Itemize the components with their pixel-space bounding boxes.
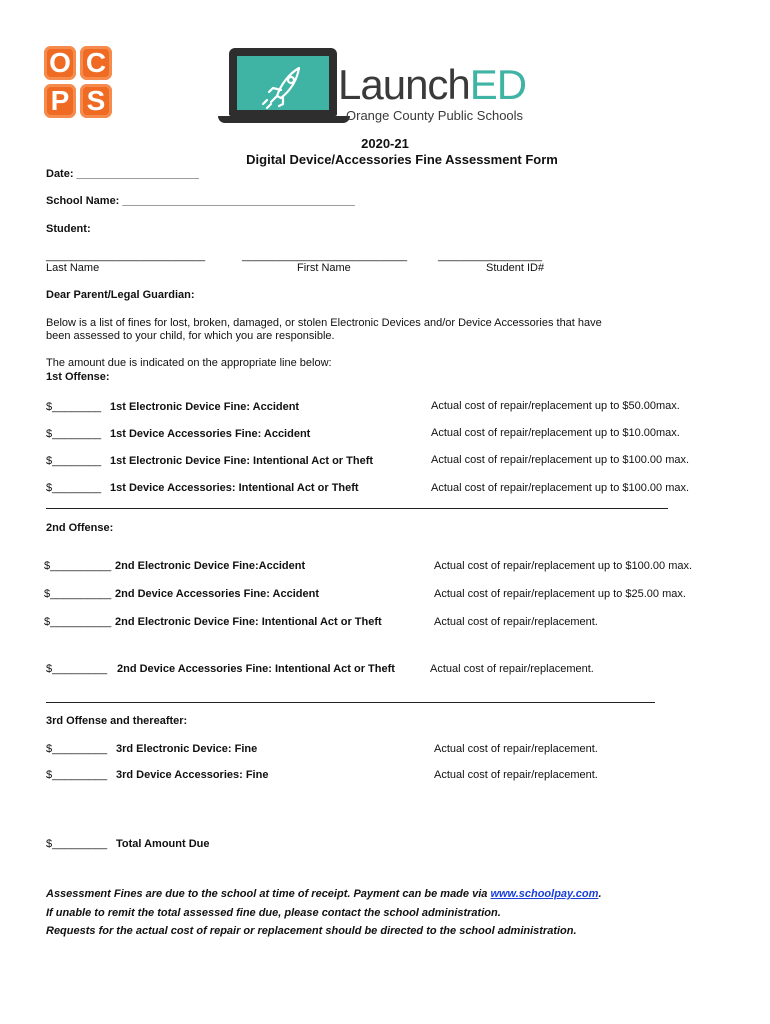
ocps-logo-letter: O	[44, 46, 76, 80]
fine-amount-field[interactable]: $_________	[46, 769, 108, 781]
fine-cost: Actual cost of repair/replacement up to $25.00 max.	[434, 588, 686, 600]
fine-amount-field[interactable]: $__________	[44, 616, 112, 628]
fine-amount-field[interactable]: $_________	[46, 743, 108, 755]
offense-1-heading: 1st Offense:	[46, 371, 110, 383]
fine-cost: Actual cost of repair/replacement up to $100.00 max.	[434, 560, 693, 572]
footer-requests-note: Requests for the actual cost of repair or replacement should be directed to the school administration.	[46, 925, 577, 937]
offense-3-heading: 3rd Offense and thereafter:	[46, 715, 188, 727]
ocps-logo	[44, 46, 114, 122]
fine-amount-field[interactable]: $__________	[44, 588, 112, 600]
total-label: Total Amount Due	[116, 838, 210, 850]
fine-label: 2nd Device Accessories Fine: Accident	[115, 588, 319, 600]
launched-wordmark: LaunchED	[338, 61, 527, 108]
fine-cost: Actual cost of repair/replacement up to $50.00max.	[431, 400, 680, 412]
ocps-logo-letter: S	[80, 84, 112, 118]
first-name-label: First Name	[297, 262, 351, 274]
fine-cost: Actual cost of repair/replacement up to $100.00 max.	[431, 482, 690, 494]
body-text: been assessed to your child, for which you are responsible.	[46, 330, 335, 342]
form-year: 2020-21	[361, 136, 409, 151]
fine-amount-field[interactable]: $_________	[46, 663, 108, 675]
last-name-field[interactable]: __________________________	[46, 250, 206, 262]
school-name-field[interactable]: School Name: ______________________________________	[46, 195, 355, 207]
fine-amount-field[interactable]: $________	[46, 455, 102, 467]
ocps-logo-letter: P	[44, 84, 76, 118]
fine-cost: Actual cost of repair/replacement.	[434, 769, 598, 781]
ocps-logo-letter: C	[80, 46, 112, 80]
rocket-icon	[237, 56, 329, 110]
student-id-field[interactable]: _________________	[438, 250, 543, 262]
body-text: Below is a list of fines for lost, broken, damaged, or stolen Electronic Devices and/or Device Accessories that have	[46, 317, 602, 329]
fine-amount-field[interactable]: $________	[46, 401, 102, 413]
section-divider	[46, 508, 668, 509]
fine-amount-field[interactable]: $________	[46, 428, 102, 440]
fine-cost: Actual cost of repair/replacement.	[430, 663, 594, 675]
fine-label: 1st Device Accessories: Intentional Act or Theft	[110, 482, 359, 494]
footer-payment-note: Assessment Fines are due to the school at time of receipt. Payment can be made via www.schoolpay.com.	[46, 888, 602, 900]
total-amount-field[interactable]: $_________	[46, 838, 108, 850]
date-field[interactable]: Date: ____________________	[46, 168, 199, 180]
launched-subtitle: Orange County Public Schools	[346, 108, 524, 123]
amount-note: The amount due is indicated on the appropriate line below:	[46, 357, 332, 369]
salutation: Dear Parent/Legal Guardian:	[46, 289, 195, 301]
fine-cost: Actual cost of repair/replacement.	[434, 616, 598, 628]
fine-amount-field[interactable]: $__________	[44, 560, 112, 572]
fine-cost: Actual cost of repair/replacement up to $10.00max.	[431, 427, 680, 439]
first-name-field[interactable]: ___________________________	[242, 250, 408, 262]
schoolpay-link[interactable]: www.schoolpay.com	[490, 888, 599, 900]
student-label: Student:	[46, 223, 91, 235]
fine-amount-field[interactable]: $________	[46, 482, 102, 494]
footer-contact-note: If unable to remit the total assessed fine due, please contact the school administration.	[46, 907, 501, 919]
fine-label: 1st Electronic Device Fine: Accident	[110, 401, 300, 413]
fine-label: 3rd Electronic Device: Fine	[116, 743, 258, 755]
fine-label: 2nd Electronic Device Fine: Intentional Act or Theft	[115, 616, 382, 628]
laptop-icon	[229, 48, 337, 116]
fine-cost: Actual cost of repair/replacement.	[434, 743, 598, 755]
fine-label: 1st Device Accessories Fine: Accident	[110, 428, 311, 440]
student-id-label: Student ID#	[486, 262, 545, 274]
offense-2-heading: 2nd Offense:	[46, 522, 114, 534]
laptop-base	[218, 116, 350, 123]
section-divider	[46, 702, 655, 703]
form-title: Digital Device/Accessories Fine Assessment Form	[246, 152, 558, 167]
fine-cost: Actual cost of repair/replacement up to $100.00 max.	[431, 454, 690, 466]
fine-label: 2nd Device Accessories Fine: Intentional Act or Theft	[117, 663, 395, 675]
fine-label: 3rd Device Accessories: Fine	[116, 769, 269, 781]
fine-label: 1st Electronic Device Fine: Intentional Act or Theft	[110, 455, 374, 467]
fine-label: 2nd Electronic Device Fine:Accident	[115, 560, 306, 572]
last-name-label: Last Name	[46, 262, 100, 274]
